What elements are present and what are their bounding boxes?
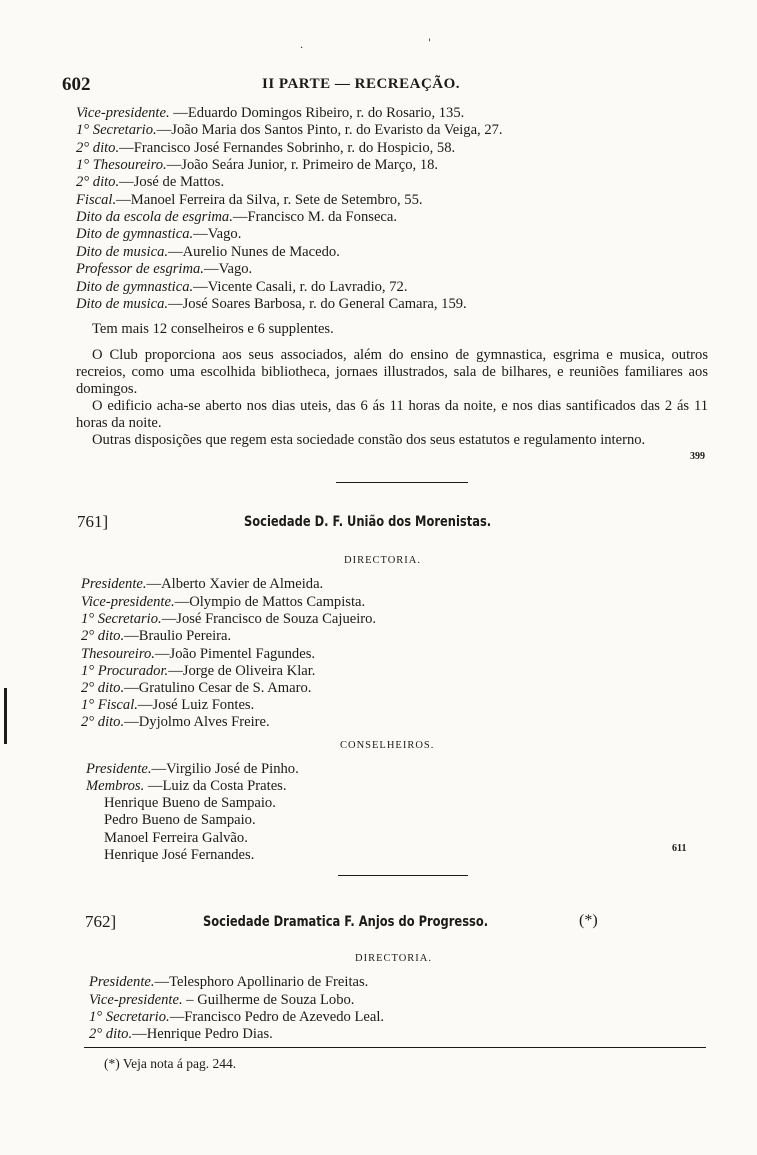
subheading-directoria: DIRECTORIA.: [355, 953, 433, 964]
officer-role: 2° dito.: [81, 628, 125, 644]
officer-name: —Francisco José Fernandes Sobrinho, r. do Hospicio, 58.: [119, 140, 456, 156]
officer-line: [81, 628, 231, 645]
footnote-rule: [84, 1047, 706, 1048]
officer-role: 1° Thesoureiro.: [76, 157, 167, 173]
page-number: 602: [62, 74, 91, 95]
officer-line: [76, 140, 455, 157]
section-divider: [338, 875, 468, 876]
officer-line: [86, 778, 287, 795]
officer-name: —Henrique Pedro Dias.: [132, 1026, 273, 1042]
officer-role: Dito da escola de esgrima.: [76, 209, 233, 225]
officer-role: 1° Secretario.: [76, 122, 157, 138]
member-name: Manoel Ferreira Galvão.: [104, 830, 248, 846]
page-edge-mark: [4, 688, 7, 744]
officer-name: —Eduardo Domingos Ribeiro, r. do Rosario, 135.: [169, 105, 465, 121]
officer-name: —Alberto Xavier de Almeida.: [146, 576, 324, 592]
officer-name: —Dyjolmo Alves Freire.: [124, 714, 270, 730]
officer-line: [81, 680, 311, 697]
officer-name: —José Luiz Fontes.: [137, 697, 255, 713]
officer-line: [76, 122, 503, 139]
margin-number: 399: [690, 451, 705, 462]
section-title: Sociedade D. F. União dos Morenistas.: [244, 514, 492, 530]
paragraph: Tem mais 12 conselheiros e 6 supplentes.: [92, 321, 334, 337]
officer-role: Presidente.: [89, 974, 155, 990]
entry-number: 762]: [85, 912, 117, 931]
officer-line: [86, 761, 299, 778]
officer-line: [89, 1009, 384, 1026]
officer-role: 2° dito.: [81, 714, 125, 730]
officer-name: —Luiz da Costa Prates.: [144, 778, 287, 794]
printer-dot: ': [428, 38, 431, 49]
officer-role: 1° Procurador.: [81, 663, 169, 679]
officer-role: Dito de musica.: [76, 244, 169, 260]
officer-name: —Vago.: [203, 261, 253, 277]
officer-role: Presidente.: [81, 576, 147, 592]
officer-line: [81, 594, 365, 611]
officer-name: —Telesphoro Apollinario de Freitas.: [154, 974, 369, 990]
officer-name: —Manoel Ferreira da Silva, r. Sete de Setembro, 55.: [116, 192, 423, 208]
officer-line: [76, 209, 397, 226]
officer-line: [76, 226, 241, 243]
officer-name: —José Francisco de Souza Cajueiro.: [161, 611, 377, 627]
officer-name: —João Seára Junior, r. Primeiro de Março, 18.: [166, 157, 439, 173]
paragraph: Outras disposições que regem esta sociedade constão dos seus estatutos e regulamento interno.: [92, 432, 646, 448]
section-divider: [336, 482, 468, 483]
officer-role: Dito de gymnastica.: [76, 226, 194, 242]
officer-role: 2° dito.: [76, 174, 120, 190]
officer-name: —Vago.: [193, 226, 242, 242]
officer-line: [81, 646, 315, 663]
footnote: (*) Veja nota á pag. 244.: [104, 1056, 237, 1071]
officer-role: Thesoureiro.: [81, 646, 155, 662]
officer-name: —Virgilio José de Pinho.: [151, 761, 299, 777]
officer-name: —Francisco M. da Fonseca.: [232, 209, 398, 225]
officer-line: [89, 974, 368, 991]
officer-line: [89, 992, 354, 1009]
subheading-directoria: DIRECTORIA.: [344, 555, 422, 566]
footnote-mark: (*): [579, 912, 598, 929]
officer-name: —Braulio Pereira.: [124, 628, 232, 644]
officer-name: —Vicente Casali, r. do Lavradio, 72.: [193, 279, 408, 295]
officer-line: [89, 1026, 273, 1043]
officer-line: [81, 714, 270, 731]
officer-name: —Gratulino Cesar de S. Amaro.: [124, 680, 312, 696]
officer-line: [81, 663, 315, 680]
officer-role: 1° Secretario.: [81, 611, 162, 627]
officer-role: 1° Secretario.: [89, 1009, 170, 1025]
margin-number: 611: [672, 843, 687, 854]
officer-line: [81, 611, 376, 628]
officer-name: – Guilherme de Souza Lobo.: [182, 992, 355, 1008]
officer-name: —José de Mattos.: [119, 174, 225, 190]
officer-role: Dito de musica.: [76, 296, 169, 312]
running-header: II PARTE — RECREAÇÃO.: [262, 76, 461, 92]
officer-line: [76, 157, 438, 174]
officer-line: [81, 576, 323, 593]
officer-role: 2° dito.: [76, 140, 120, 156]
officer-line: [76, 174, 224, 191]
officer-role: Presidente.: [86, 761, 152, 777]
officer-name: —Jorge de Oliveira Klar.: [168, 663, 316, 679]
member-name: Pedro Bueno de Sampaio.: [104, 812, 256, 828]
paragraph: O Club proporciona aos seus associados, além do ensino de gymnastica, esgrima e musica, outros recreios, como uma escolhida bibliotheca, jornaes illustrados, sala de bilhares, e reuniões familiares aos domingos.: [76, 347, 708, 397]
officer-name: —Aurelio Nunes de Macedo.: [168, 244, 340, 260]
officer-name: —Olympio de Mattos Campista.: [174, 594, 366, 610]
section-title: Sociedade Dramatica F. Anjos do Progresso.: [203, 914, 489, 930]
paragraph: O edificio acha-se aberto nos dias uteis, das 6 ás 11 horas da noite, e nos dias santificados das 2 ás 11 horas da noite.: [76, 398, 708, 431]
officer-line: [76, 244, 340, 261]
officer-role: Vice-presidente.: [76, 105, 170, 121]
officer-role: Membros.: [86, 778, 145, 794]
officer-line: [76, 279, 407, 296]
entry-number: 761]: [77, 512, 109, 531]
member-name: Henrique Bueno de Sampaio.: [104, 795, 276, 811]
member-name: Henrique José Fernandes.: [104, 847, 255, 863]
officer-role: Dito de gymnastica.: [76, 279, 194, 295]
officer-role: 1° Fiscal.: [81, 697, 138, 713]
officer-line: [76, 296, 467, 313]
officer-name: —Francisco Pedro de Azevedo Leal.: [169, 1009, 385, 1025]
officer-role: Vice-presidente.: [89, 992, 183, 1008]
officer-line: [76, 192, 423, 209]
officer-role: Vice-presidente.: [81, 594, 175, 610]
printer-dot: .: [300, 40, 304, 51]
officer-role: 2° dito.: [81, 680, 125, 696]
officer-name: —João Pimentel Fagundes.: [154, 646, 316, 662]
officer-role: 2° dito.: [89, 1026, 133, 1042]
officer-role: Fiscal.: [76, 192, 117, 208]
officer-line: [81, 697, 254, 714]
officer-name: —João Maria dos Santos Pinto, r. do Evaristo da Veiga, 27.: [156, 122, 503, 138]
subheading-conselheiros: CONSELHEIROS.: [340, 740, 435, 751]
officer-role: Professor de esgrima.: [76, 261, 204, 277]
officer-line: [76, 105, 464, 122]
officer-name: —José Soares Barbosa, r. do General Camara, 159.: [168, 296, 467, 312]
officer-line: [76, 261, 252, 278]
